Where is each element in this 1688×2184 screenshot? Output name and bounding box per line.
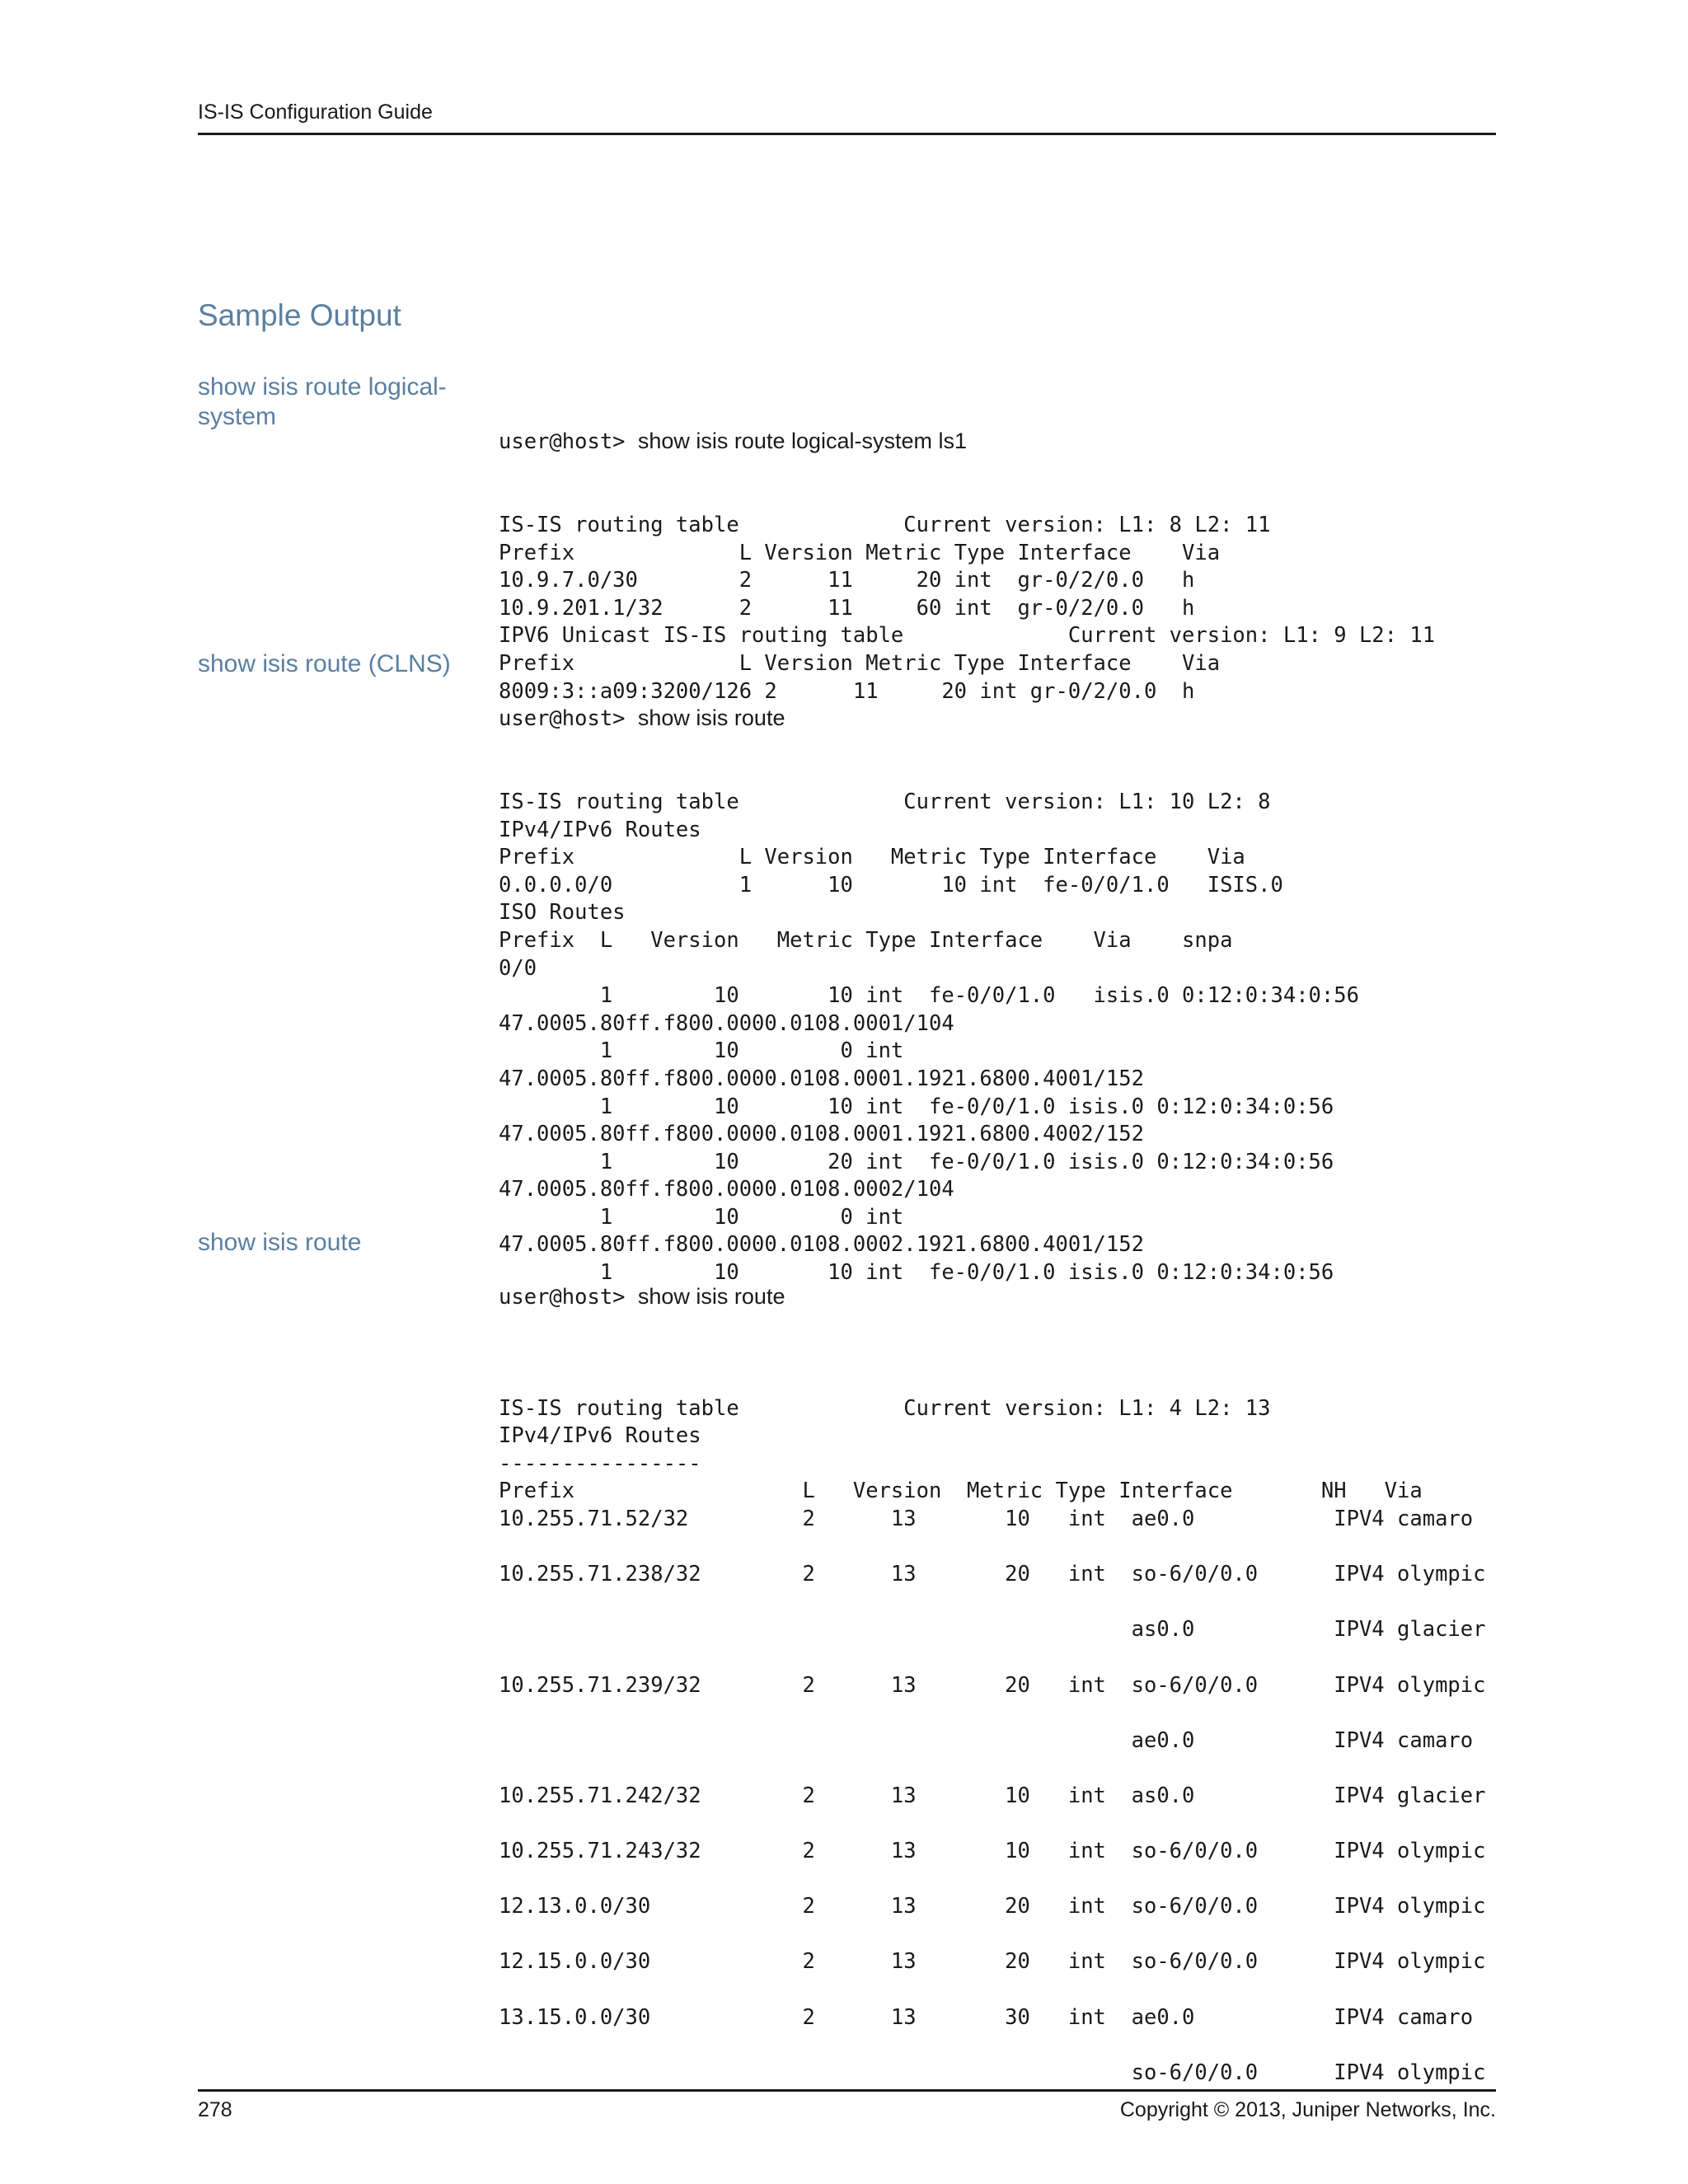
example-label-logical-system: show isis route logical-system — [198, 373, 447, 430]
section-title: Sample Output — [198, 298, 401, 332]
header-rule — [198, 133, 1496, 135]
cli-command: show isis route — [637, 1284, 785, 1310]
command-line — [499, 1283, 1485, 1312]
example-block-clns — [499, 649, 1359, 1315]
command-line — [499, 705, 1359, 733]
example-label-clns: show isis route (CLNS) — [198, 650, 451, 677]
footer-rule — [198, 2089, 1496, 2092]
example-label-route: show isis route — [198, 1229, 362, 1256]
cli-command: show isis route logical-system ls1 — [637, 429, 968, 454]
cli-prompt: user@host> — [499, 1285, 638, 1310]
cli-output: IS-IS routing table Current version: L1: 8 L2: 11 Prefix L Version Metric Type Interface Via 10.9.7.0/30 2 11 20 int gr-0/2/0.0 h 10.9.201.1/32 2 11 60 int gr-0/2/0.0 h IPV6 Unicast IS-IS routing table Current version: L1: 9 L2: 11 Prefix L Version Metric Type Interface Via 8009:3::a09:3200/126 2 11 20 int gr-0/2/0.0 h — [499, 512, 1436, 704]
page-number: 278 — [198, 2098, 232, 2121]
cli-command: show isis route — [637, 705, 785, 731]
copyright-notice: Copyright © 2013, Juniper Networks, Inc. — [1119, 2098, 1496, 2121]
command-line — [499, 428, 1435, 457]
cli-prompt: user@host> — [499, 429, 638, 455]
cli-output: IS-IS routing table Current version: L1: 4 L2: 13 IPv4/IPv6 Routes ---------------- Prefix L Version Metric Type Interface NH Via 10.255.71.52/32 2 13 10 int ae0.0 IPV4 camaro 10.255.71.238/32 2 13 20 int so-6/0/0.0 IPV4 olympic as0.0 IPV4 glacier 10.255.71.239/32 2 13 20 int so-6/0/0.0 IPV4 olympic ae0.0 IPV4 camaro 10.255.71.242/32 2 13 10 int as0.0 IPV4 glacier 10.255.71.243/32 2 13 10 int so-6/0/0.0 IPV4 olympic 12.13.0.0/30 2 13 20 int so-6/0/0.0 IPV4 olympic 12.15.0.0/30 2 13 20 int so-6/0/0.0 IPV4 olympic 13.15.0.0/30 2 13 30 int ae0.0 IPV4 camaro so-6/0/0.0 IPV4 olympic — [499, 1395, 1486, 2085]
cli-output: IS-IS routing table Current version: L1: 10 L2: 8 IPv4/IPv6 Routes Prefix L Version Metric Type Interface Via 0.0.0.0/0 1 10 10 int fe-0/0/1.0 ISIS.0 ISO Routes Prefix L Version Metric Type Interface Via snpa 0/0 1 10 10 int fe-0/0/1.0 isis.0 0:12:0:34:0:56 47.0005.80ff.f800.0000.0108.0001/104 1 10 0 int 47.0005.80ff.f800.0000.0108.0001.1921.6800.4001/152 1 10 10 int fe-0/0/1.0 isis.0 0:12:0:34:0:56 47.0005.80ff.f800.0000.0108.0001.1921.6800.4002/152 1 10 20 int fe-0/0/1.0 isis.0 0:12:0:34:0:56 47.0005.80ff.f800.0000.0108.0002/104 1 10 0 int 47.0005.80ff.f800.0000.0108.0002.1921.6800.4001/152 1 10 10 int fe-0/0/1.0 isis.0 0:12:0:34:0:56 — [499, 789, 1359, 1286]
example-block-route — [499, 1228, 1485, 2115]
cli-prompt: user@host> — [499, 706, 638, 732]
running-header: IS-IS Configuration Guide — [198, 101, 433, 124]
